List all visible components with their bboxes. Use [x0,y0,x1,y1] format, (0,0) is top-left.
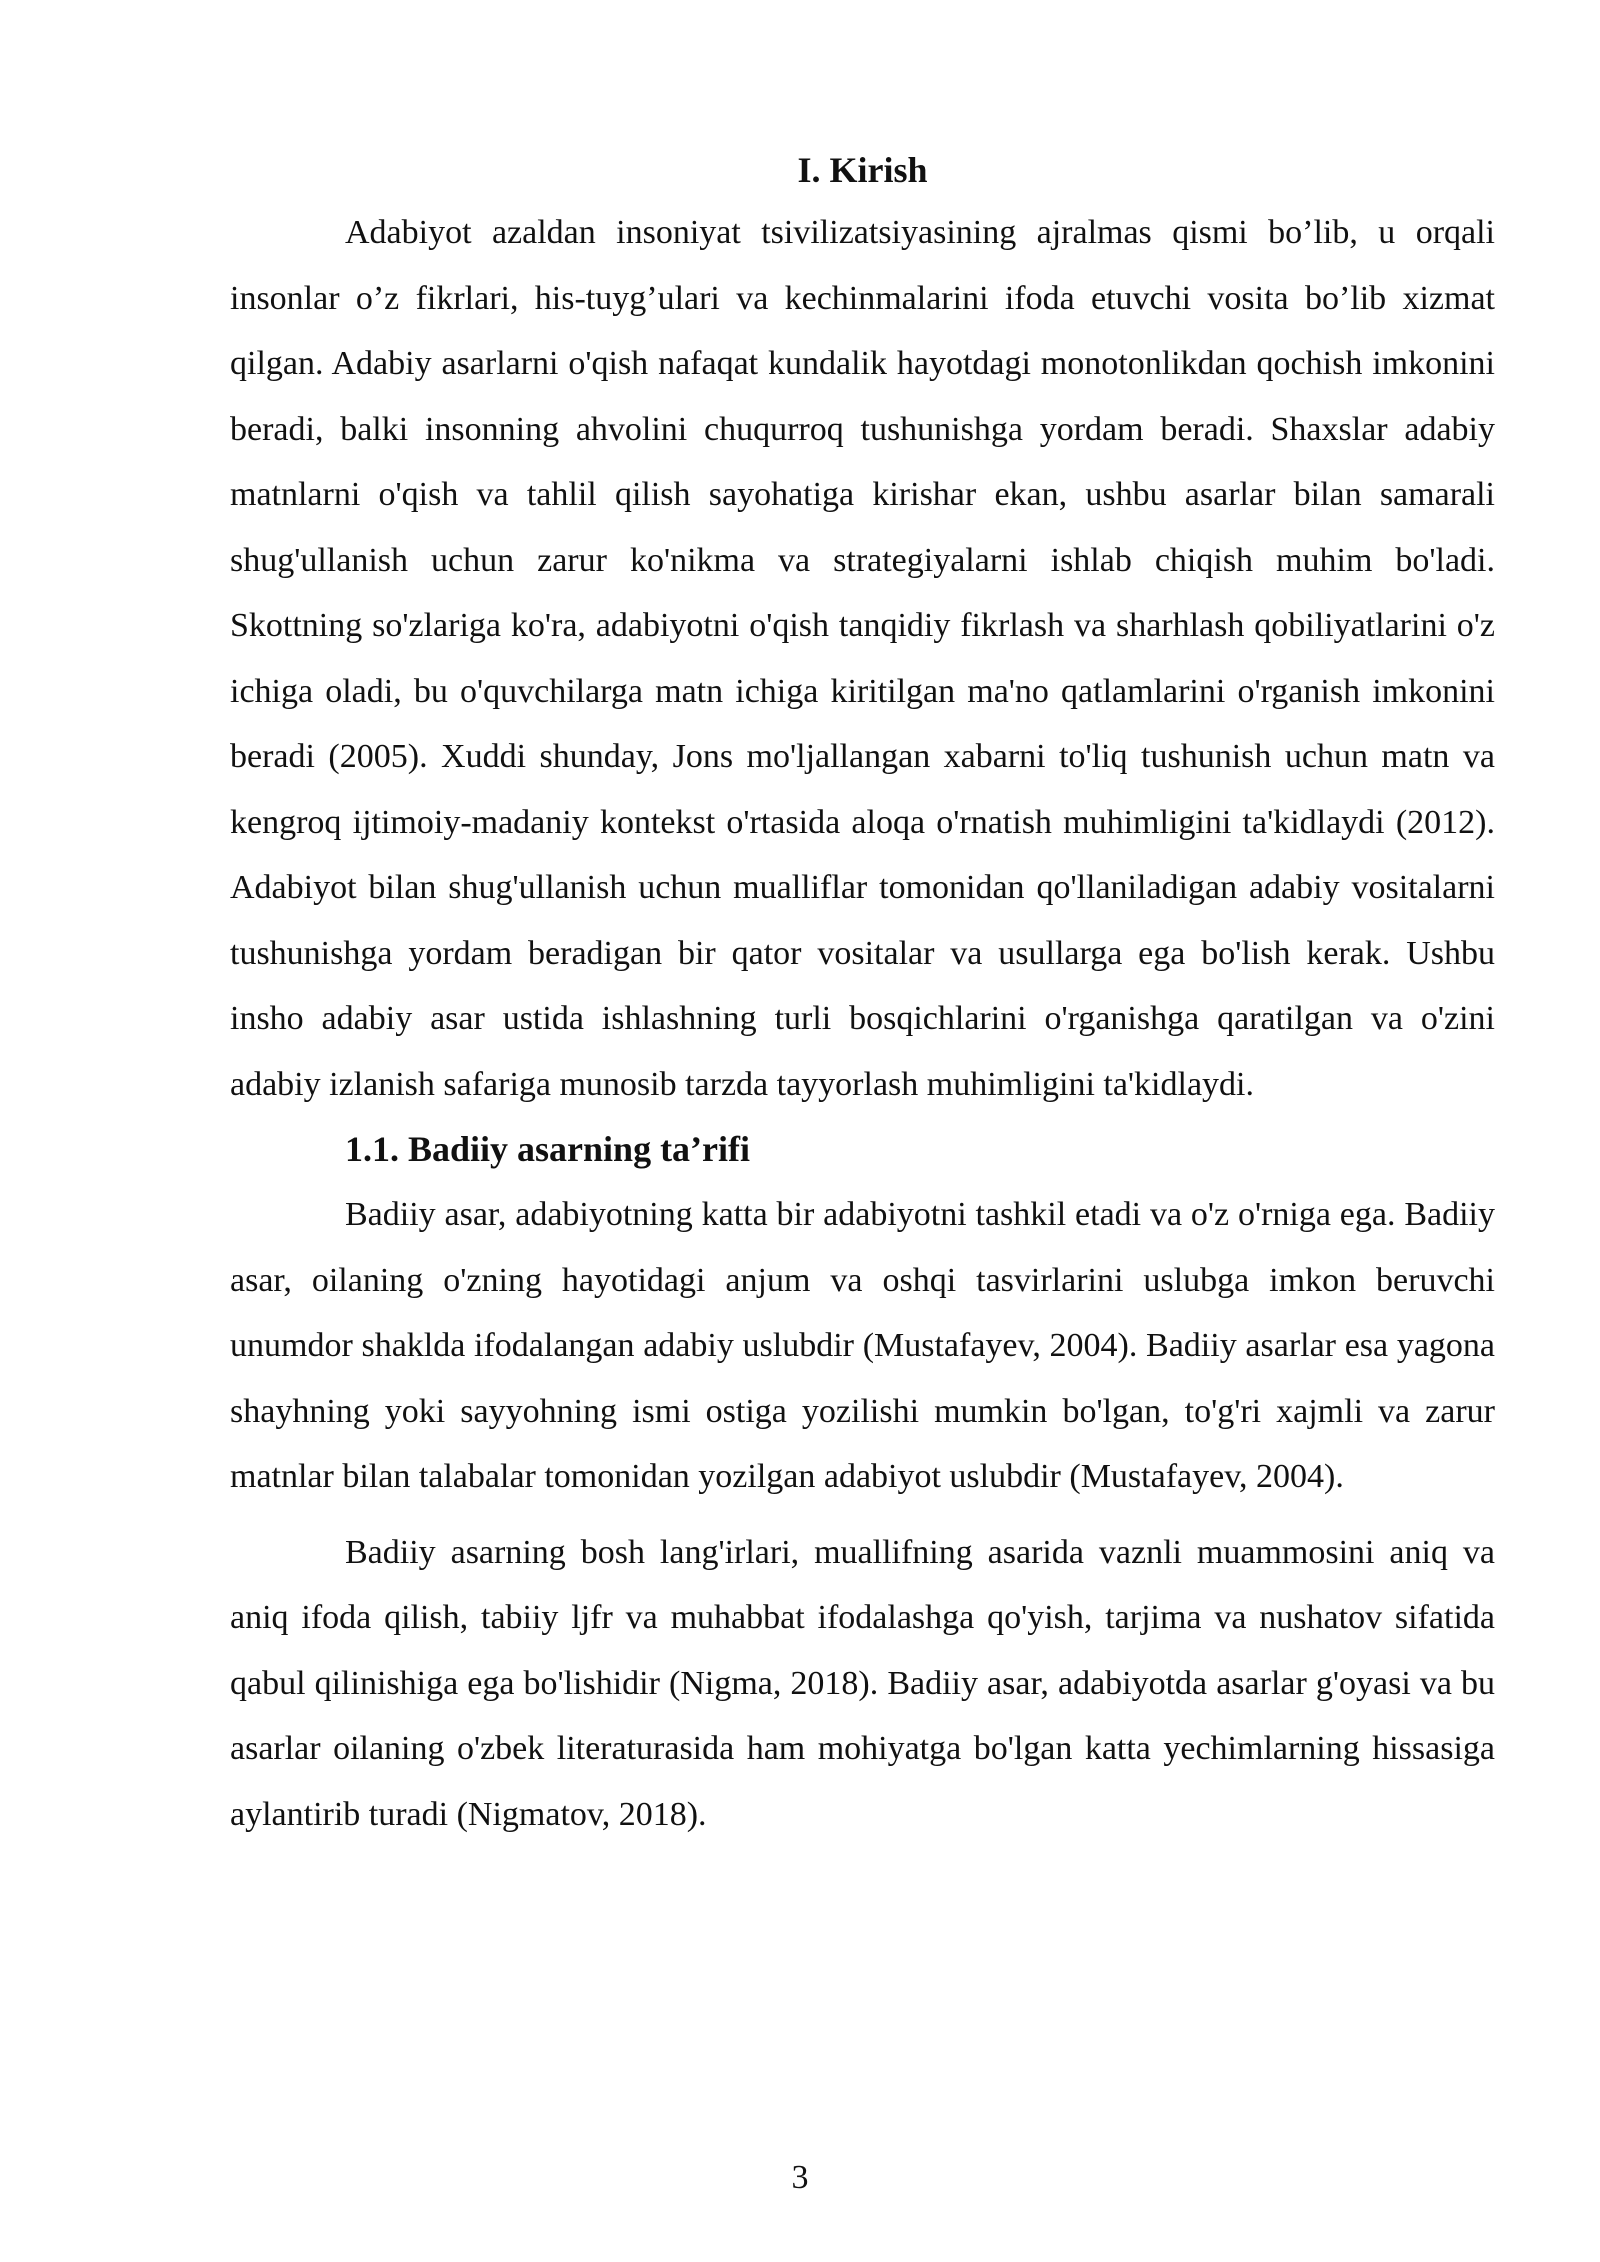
page-content [230,148,1495,1847]
section-paragraph-1: Badiiy asar, adabiyotning katta bir adabiyotni tashkil etadi va o'z o'rniga ega. Badiiy asar, oilaning o'zning hayotidagi anjum va oshqi tasvirlarini uslubga imkon beruvchi unumdor shaklda ifodalangan adabiy uslubdir (Mustafayev, 2004). Badiiy asarlar esa yagona shayhning yoki sayyohning ismi ostiga yozilishi mumkin bo'lgan, to'g'ri xajmli va zarur matnlar bilan talabalar tomonidan yozilgan adabiyot uslubdir (Mustafayev, 2004). [230,1196,1495,1495]
section-paragraph-2: Badiiy asarning bosh lang'irlari, muallifning asarida vaznli muammosini aniq va aniq ifoda qilish, tabiiy ljfr va muhabbat ifodalashga qo'yish, tarjima va nushatov sifatida qabul qilinishiga ega bo'lishidir (Nigma, 2018). Badiiy asar, adabiyotda asarlar g'oyasi va bu asarlar oilaning o'zbek literaturasida ham mohiyatga bo'lgan katta yechimlarning hissasiga aylantirib turadi (Nigmatov, 2018). [230,1533,1495,1833]
page-title: I. Kirish [797,150,928,190]
section-title: 1.1. Badiiy asarning ta’rifi [345,1129,751,1169]
intro-paragraph: Adabiyot azaldan insoniyat tsivilizatsiyasining ajralmas qismi bo’lib, u orqali insonlar o’z fikrlari, his-tuyg’ulari va kechinmalarini ifoda etuvchi vosita bo’lib xizmat qilgan. Adabiy asarlarni o'qish nafaqat kundalik hayotdagi monotonlikdan qochish imkonini beradi, balki insonning ahvolini chuqurroq tushunishga yordam beradi. Shaxslar adabiy matnlarni o'qish va tahlil qilish sayohatiga kirishar ekan, ushbu asarlar bilan samarali shug'ullanish uchun zarur ko'nikma va strategiyalarni ishlab chiqish muhim bo'ladi. Skottning so'zlariga ko'ra, adabiyotni o'qish tanqidiy fikrlash va sharhlash qobiliyatlarini o'z ichiga oladi, bu o'quvchilarga matn ichiga kiritilgan ma'no qatlamlarini o'rganish imkonini beradi (2005). Xuddi shunday, Jons mo'ljallangan xabarni to'liq tushunish uchun matn va kengroq ijtimoiy-madaniy kontekst o'rtasida aloqa o'rnatish muhimligini ta'kidlaydi (2012). Adabiyot bilan shug'ullanish uchun mualliflar tomonidan qo'llaniladigan adabiy vositalarni tushunishga yordam beradigan bir qator vositalar va usullarga ega bo'lish kerak. Ushbu insho adabiy asar ustida ishlashning turli bosqichlarini o'rganishga qaratilgan va o'zini adabiy izlanish safariga munosib tarzda tayyorlash muhimligini ta'kidlaydi. [230,214,1495,1103]
page-number: 3 [791,2159,809,2196]
